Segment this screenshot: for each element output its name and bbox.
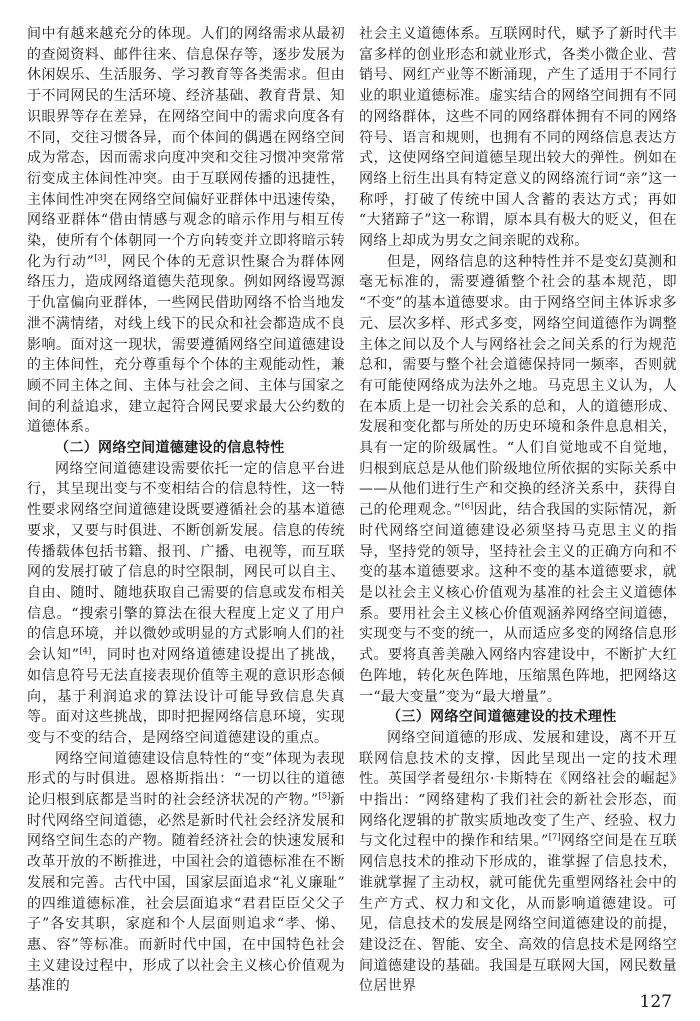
left-column <box>27 24 345 997</box>
body-paragraph: 社会主义道德体系。互联网时代，赋予了新时代丰富多样的创业形态和就业形式，各类小微企业、营销号、网红产业等不断涌现，产生了适用于不同行业的职业道德标准。虚实结合的网络空间拥有不同的网络群体，这些不同的网络群体拥有不同的网络符号、语言和规则，也拥有不同的网络信息表达方式，这使网络空间道德呈现出较大的弹性。例如在网络上衍生出具有特定意义的网络流行词“亲”这一称呼，打破了传统中国人含蓄的表达方式；再如“大猪蹄子”这一称谓，原本具有极大的贬义，但在网络上却成为男女之间亲昵的戏称。 <box>359 26 677 250</box>
body-paragraph: 网络空间道德的形成、发展和建设，离不开互联网信息技术的支撑，因此呈现出一定的技术理性。英国学者曼纽尔·卡斯特在《网络社会的崛起》中指出：“网络建构了我们社会的新社会形态，而网络化逻辑的扩散实质地改变了生产、经验、权力与文化过程中的操作和结果。”[7]网络空间是在互联网信息技术的推动下形成的，谁掌握了信息技术，谁就掌握了主动权，就可能优先重塑网络社会中的生产方式、权力和文化，从而影响道德建设。可见，信息技术的发展是网络空间道德建设的前提，建设泛在、智能、安全、高效的信息技术是网络空间道德建设的基础。我国是互联网大国，网民数量位居世界 <box>359 729 677 995</box>
body-paragraph: 网络空间道德建设信息特性的“变”体现为表现形式的与时俱进。恩格斯指出：“一切以往的道德论归根到底都是当时的社会经济状况的产物。”[5]新时代网络空间道德，必然是新时代社会经济发展和网络空间生态的产物。随着经济社会的快速发展和改革开放的不断推进，中国社会的道德标准在不断发展和完善。古代中国，国家层面追求“礼义廉耻”的四维道德标准，社会层面追求“君君臣臣父父子子”各安其职，家庭和个人层面则追求“孝、悌、惠、容”等标准。而新时代中国，在中国特色社会主义建设过程中，形成了以社会主义核心价值观为基准的 <box>27 750 345 995</box>
section-heading: （三）网络空间道德建设的技术理性 <box>387 709 617 726</box>
citation-ref: [6] <box>461 501 474 512</box>
right-column <box>359 24 677 997</box>
citation-ref: [4] <box>79 646 92 657</box>
two-column-layout <box>27 24 677 997</box>
citation-ref: [3] <box>94 253 107 264</box>
section-heading: （二）网络空间道德建设的信息特性 <box>55 440 285 457</box>
body-paragraph: 但是，网络信息的这种特性并不是变幻莫测和毫无标准的，需要遵循整个社会的基本规范，即“不变”的基本道德要求。由于网络空间主体诉求多元、层次多样、形式多变，网络空间道德作为调整主体之间以及个人与网络社会之间关系的行为规范总和，需要与整个社会道德保持同一频率，否则就有可能使网络成为法外之地。马克思主义认为，人在本质上是一切社会关系的总和，人的道德形成、发展和变化都与所处的历史环境和条件息息相关，具有一定的阶级属性。“人们自觉地或不自觉地，归根到底总是从他们阶级地位所依据的实际关系中——从他们进行生产和交换的经济关系中，获得自己的伦理观念。”[6]因此，结合我国的实际情况，新时代网络空间道德建设必须坚持马克思主义的指导，坚持党的领导，坚持社会主义的正确方向和不变的基本道德要求。这种不变的基本道德要求，就是以社会主义核心价值观为基准的社会主义道德体系。要用社会主义核心价值观涵养网络空间道德，实现变与不变的统一，从而适应多变的网络信息形式。要将真善美融入网络内容建设中，不断扩大红色阵地，转化灰色阵地，压缩黑色阵地，把网络这一“最大变量”变为“最大增量”。 <box>359 253 677 705</box>
page-number: 127 <box>639 992 672 1012</box>
citation-ref: [7] <box>548 832 561 843</box>
body-paragraph: 网络空间道德建设需要依托一定的信息平台进行，其呈现出变与不变相结合的信息特性，这一特性要求网络空间道德建设既要遵循社会的基本道德要求，又要与时俱进、不断创新发展。信息的传统传播载体包括书籍、报刊、广播、电视等，而互联网的发展打破了信息的时空限制，网民可以自主、自由、随时、随地获取自己需要的信息或发布相关信息。“搜索引擎的算法在很大程度上定义了用户的信息环境，并以微妙或明显的方式影响人们的社会认知”[4]，同时也对网络道德建设提出了挑战，如信息符号无法直接表现价值等主观的意识形态倾向，基于利润追求的算法设计可能导致信息失真等。面对这些挑战，即时把握网络信息环境，实现变与不变的结合，是网络空间道德建设的重点。 <box>27 460 345 746</box>
citation-ref: [5] <box>318 791 331 802</box>
body-paragraph: 间中有越来越充分的体现。人们的网络需求从最初的查阅资料、邮件往来、信息保存等，逐步发展为休闲娱乐、生活服务、学习教育等各类需求。但由于不同网民的生活环境、经济基础、教育背景、知识眼界等存在差异，在网络空间中的需求向度各有不同，交往习惯各异，而个体间的偶遇在网络空间成为常态，因而需求向度冲突和交往习惯冲突常常衍变成主体间性冲突。由于互联网传播的迅捷性，主体间性冲突在网络空间偏好亚群体中迅速传染，网络亚群体“借由情感与观念的暗示作用与相互传染，使所有个体朝同一个方向转变并立即将暗示转化为行动”[3]，网民个体的无意识性聚合为群体网络压力，造成网络道德失范现象。例如网络谩骂源于仇富偏向亚群体，一些网民借助网络不恰当地发泄不满情绪，对线上线下的民众和社会都造成不良影响。面对这一现状，需要遵循网络空间道德建设的主体间性，充分尊重每个个体的主观能动性，兼顾不同主体之间、主体与社会之间、主体与国家之间的利益追求，建立起符合网民要求最大公约数的道德体系。 <box>27 26 345 436</box>
